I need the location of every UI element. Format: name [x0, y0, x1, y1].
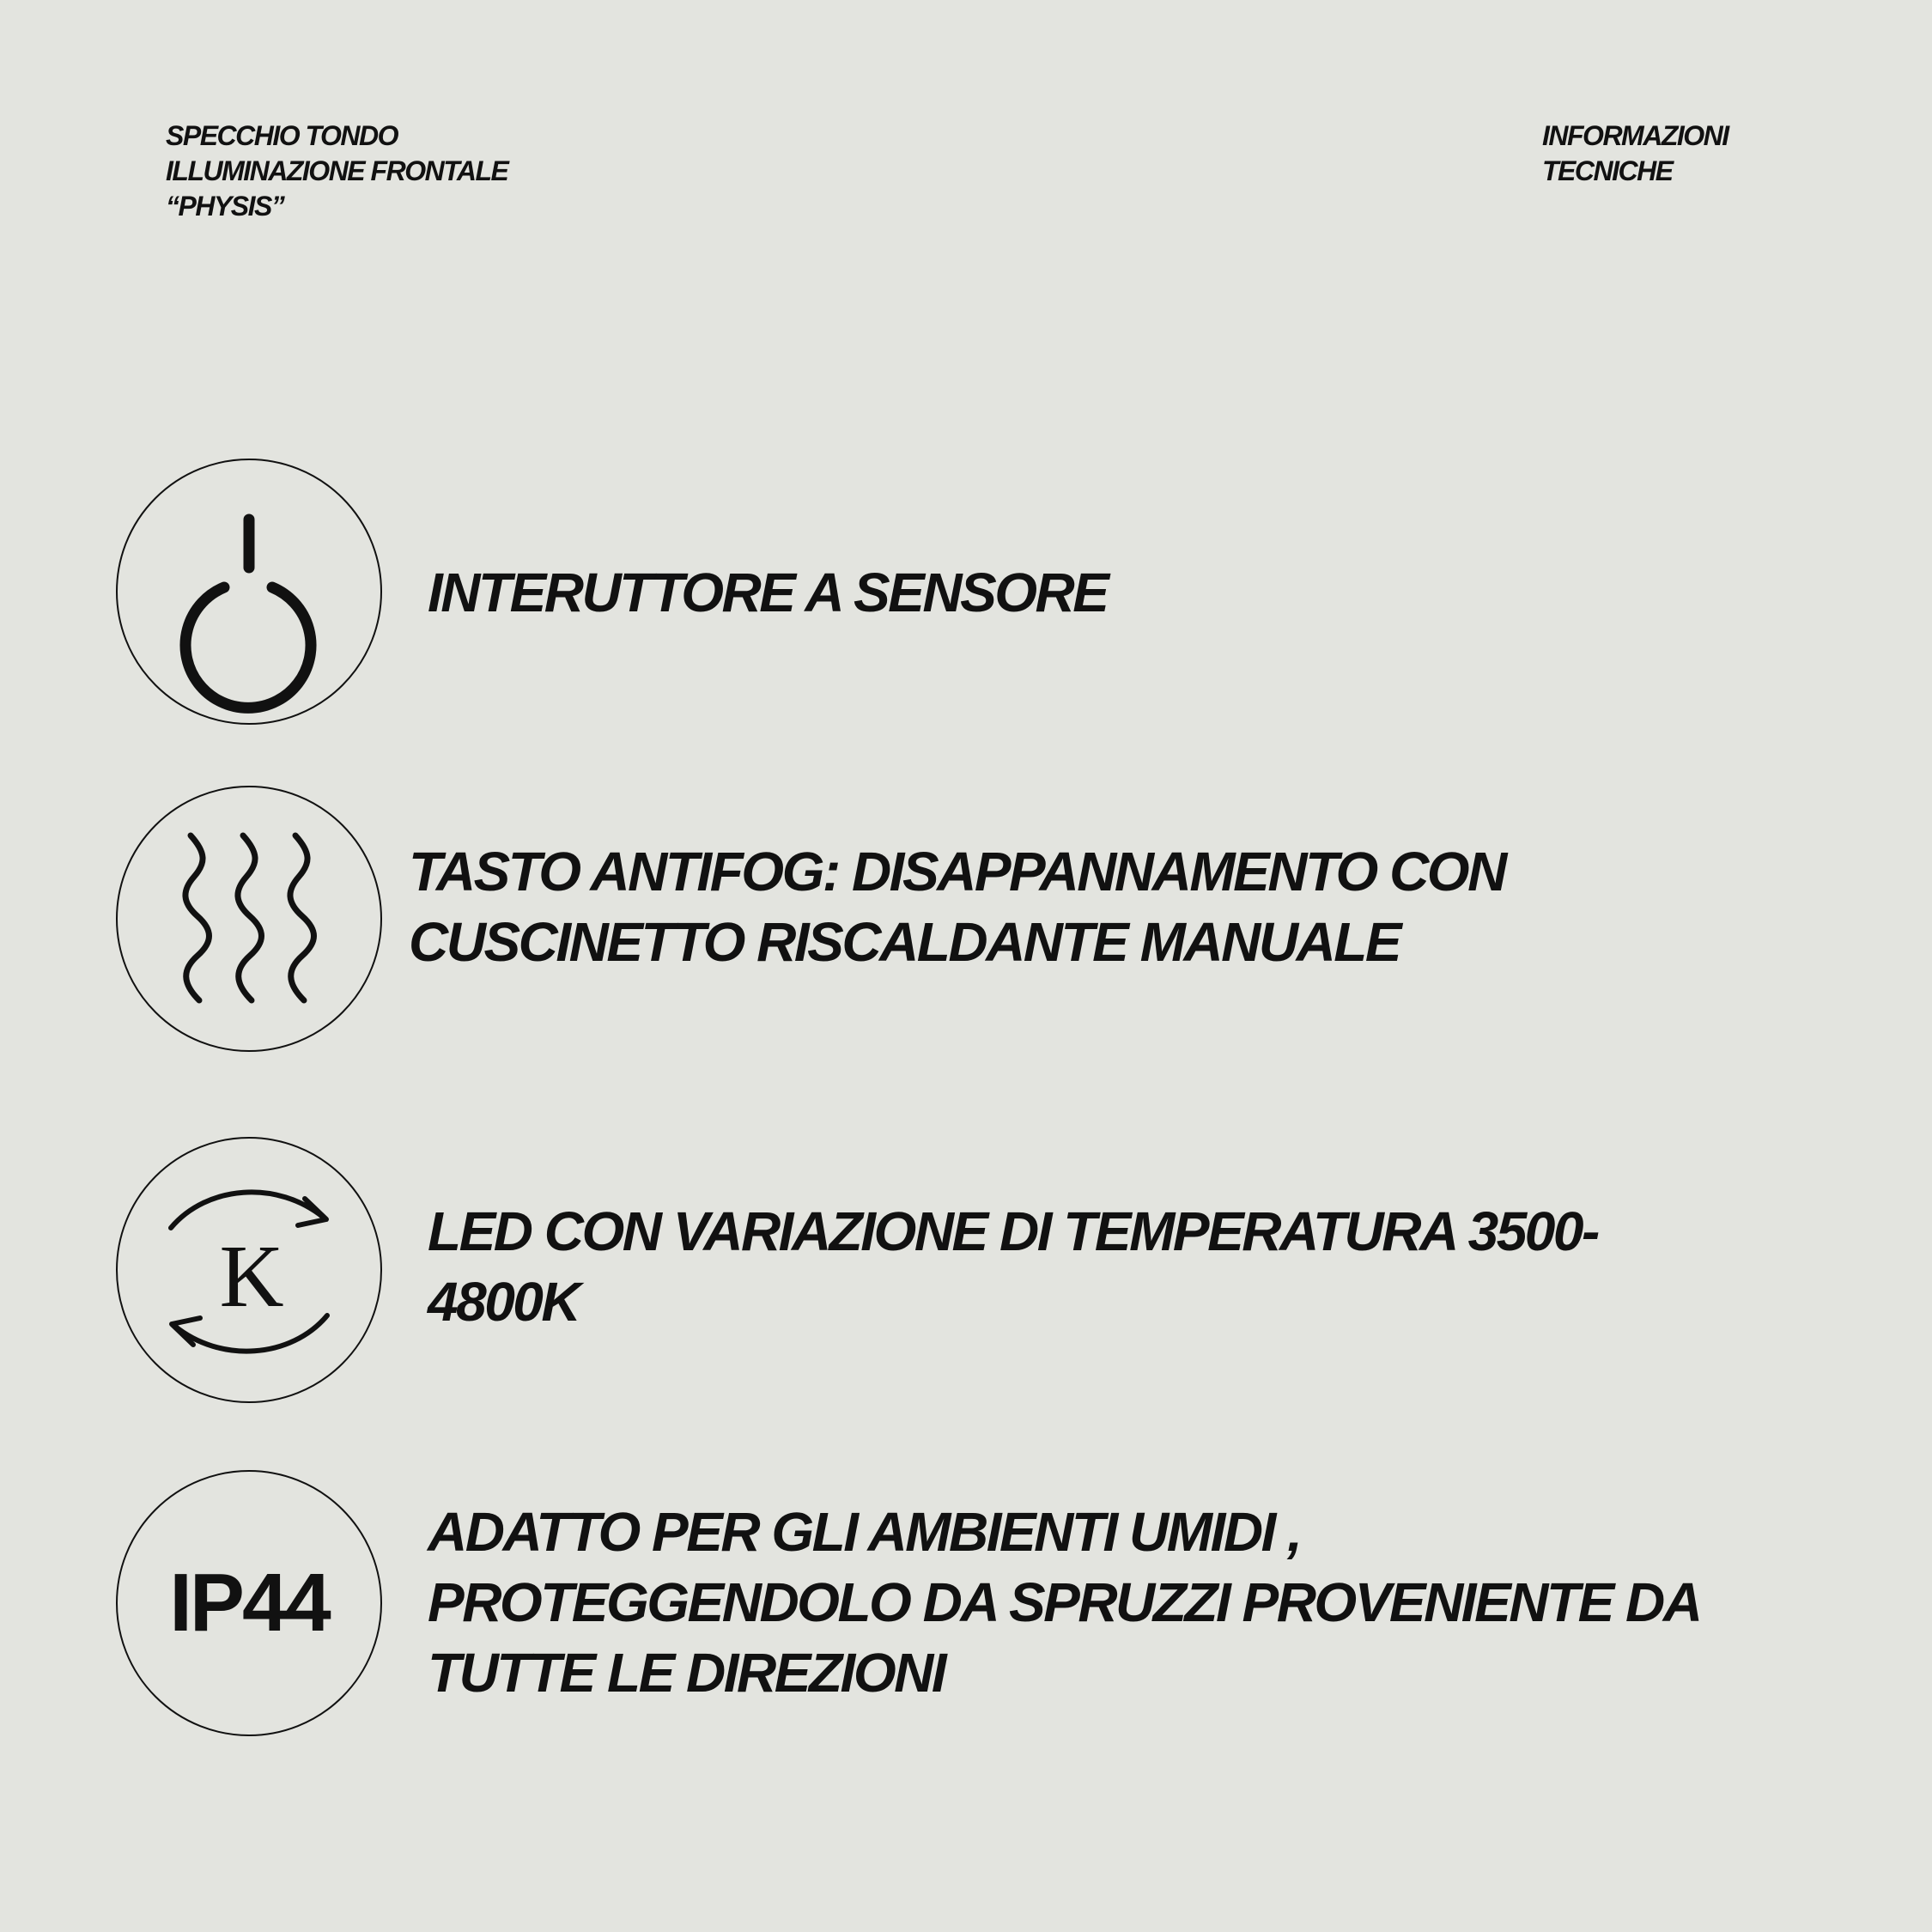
- feature-line: LED CON VARIAZIONE DI TEMPERATURA 3500-: [428, 1200, 1598, 1262]
- product-title-line: SPECCHIO TONDO: [166, 120, 398, 151]
- power-icon: [118, 460, 380, 723]
- feature-line: ADATTO PER GLI AMBIENTI UMIDI ,: [428, 1501, 1301, 1563]
- feature-led-temperature: [428, 1196, 1598, 1337]
- feature-ip44-description: [428, 1497, 1700, 1708]
- power-icon-badge: [116, 459, 382, 725]
- feature-line: PROTEGGENDOLO DA SPRUZZI PROVENIENTE DA: [428, 1571, 1701, 1633]
- product-title: [166, 118, 507, 224]
- product-title-line: ILLUMINAZIONE FRONTALE: [166, 155, 508, 186]
- ip44-label: IP44: [169, 1557, 329, 1649]
- section-title-line: TECNICHE: [1542, 155, 1673, 186]
- feature-line: 4800K: [428, 1271, 580, 1333]
- feature-line: INTERUTTORE A SENSORE: [428, 562, 1108, 623]
- kelvin-icon-badge: [116, 1137, 382, 1403]
- feature-antifog: [409, 836, 1505, 977]
- feature-line: TUTTE LE DIREZIONI: [428, 1642, 945, 1704]
- steam-icon-badge: [116, 786, 382, 1052]
- steam-waves-icon: [118, 787, 380, 1050]
- kelvin-cycle-icon: [118, 1139, 380, 1401]
- product-title-line: “PHYSIS”: [166, 191, 284, 222]
- feature-line: CUSCINETTO RISCALDANTE MANUALE: [409, 911, 1400, 973]
- feature-line: TASTO ANTIFOG: DISAPPANNAMENTO CON: [409, 841, 1505, 902]
- ip44-badge: [116, 1470, 382, 1736]
- section-title: [1542, 118, 1728, 189]
- feature-sensor-switch: [428, 557, 1107, 628]
- section-title-line: INFORMAZIONI: [1542, 120, 1728, 151]
- kelvin-letter: K: [219, 1227, 284, 1326]
